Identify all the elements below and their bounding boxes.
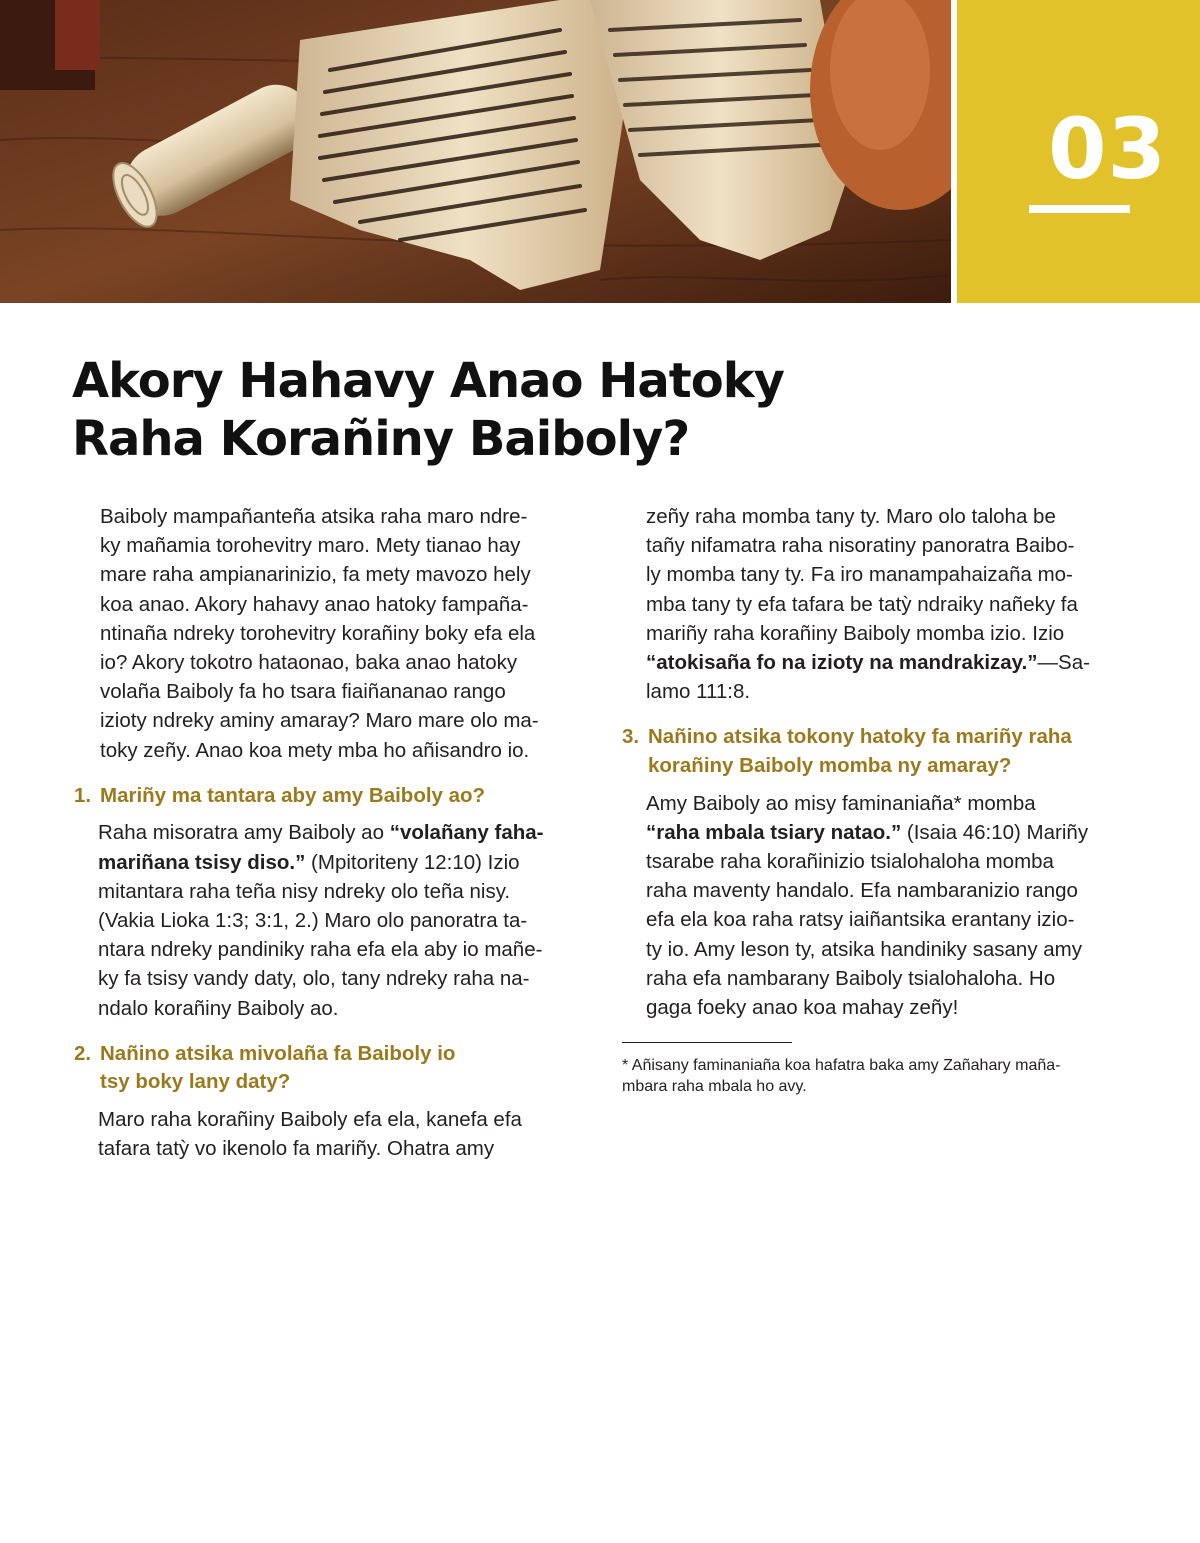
answer-text: lamo 111:8.	[646, 680, 751, 704]
title-line-2: Raha Korañiny Baiboly?	[72, 411, 690, 467]
question-text: korañiny Baiboly momba ny amaray?	[648, 754, 1012, 778]
question-2-heading	[74, 1040, 586, 1097]
question-1-heading	[74, 782, 586, 811]
question-2-answer-part-1	[74, 1105, 586, 1163]
footnote-line: mbara raha mbala ho avy.	[622, 1078, 807, 1095]
scroll-illustration	[0, 0, 951, 303]
intro-line: Baiboly mampañanteña atsika raha maro ndre-	[100, 505, 528, 528]
intro-line: toky zeñy. Anao koa mety mba ho añisandro io.	[100, 738, 530, 762]
answer-text: ly momba tany ty. Fa iro manampahaizaña mo-	[646, 563, 1073, 587]
intro-line: ky mañamia torohevitry maro. Mety tianao hay	[100, 534, 521, 558]
footnote	[622, 1055, 1132, 1097]
answer-text: ntara ndreky pandiniky raha efa ela aby io mañe-	[98, 938, 543, 962]
question-1-answer	[74, 818, 586, 1022]
question-3-heading	[622, 723, 1134, 780]
answer-text: Raha misoratra amy Baiboly ao	[98, 821, 390, 845]
question-text: Nañino atsika tokony hatoky fa mariñy raha	[648, 725, 1072, 749]
scripture-quote: mariñana tsisy diso.”	[98, 850, 306, 874]
intro-line: koa anao. Akory hahavy anao hatoky fampaña-	[100, 592, 529, 616]
title-line-1: Akory Hahavy Anao Hatoky	[72, 353, 784, 409]
intro-line: mare raha ampianarinizio, fa mety mavozo hely	[100, 563, 531, 587]
answer-text: —Sa-	[1037, 651, 1090, 675]
right-column	[622, 502, 1134, 1022]
answer-text: mariñy raha korañiny Baiboly momba izio. Izio	[646, 621, 1065, 645]
question-text: Mariñy ma tantara aby amy Baiboly ao?	[100, 783, 486, 807]
answer-text: raha efa nambarany Baiboly tsialohaloha. Ho	[646, 966, 1056, 990]
answer-text: mitantara raha teña nisy ndreky olo teña nisy.	[98, 879, 511, 903]
scripture-quote: “atokisaña fo na izioty na mandrakizay.”	[646, 651, 1038, 675]
answer-text: tsarabe raha korañinizio tsialohaloha momba	[646, 850, 1054, 874]
scripture-quote: “volañany faha-	[389, 821, 544, 845]
question-3-answer	[622, 789, 1134, 1023]
footnote-divider	[622, 1042, 792, 1043]
answer-text: efa ela koa raha ratsy iaiñantsika erantany izio-	[646, 908, 1075, 932]
scripture-quote: “raha mbala tsiary natao.”	[646, 820, 902, 844]
question-number: 1.	[74, 783, 92, 807]
left-column	[74, 502, 586, 1163]
page-title	[72, 352, 892, 468]
question-text: Nañino atsika mivolaña fa Baiboly io	[100, 1041, 456, 1065]
lesson-number: 03	[1048, 100, 1167, 198]
answer-text: Amy Baiboly ao misy faminaniaña* momba	[646, 791, 1036, 815]
answer-text: (Mpitoriteny 12:10) Izio	[305, 850, 520, 874]
answer-text: ndalo korañiny Baiboly ao.	[98, 996, 339, 1020]
answer-text: ky fa tsisy vandy daty, olo, tany ndreky raha na-	[98, 967, 530, 991]
hero-scroll-image	[0, 0, 951, 303]
answer-text: ty io. Amy leson ty, atsika handiniky sasany amy	[646, 937, 1083, 961]
footnote-line: * Añisany faminaniaña koa hafatra baka amy Zañahary maña-	[622, 1057, 1061, 1074]
answer-text: tañy nifamatra raha nisoratiny panoratra Baibo-	[646, 534, 1075, 558]
question-2-answer-part-2	[622, 502, 1134, 706]
lesson-number-underline	[1029, 205, 1130, 213]
lesson-number-panel	[957, 0, 1200, 303]
answer-text: tafara tatỳ vo ikenolo fa mariñy. Ohatra amy	[98, 1137, 495, 1161]
answer-text: gaga foeky anao koa mahay zeñy!	[646, 996, 959, 1020]
question-number: 2.	[74, 1041, 92, 1065]
answer-text: mba tany ty efa tafara be tatỳ ndraiky nañeky fa	[646, 592, 1078, 616]
intro-line: ntinaña ndreky torohevitry korañiny boky efa ela	[100, 621, 536, 645]
answer-text: (Vakia Lioka 1:3; 3:1, 2.) Maro olo panoratra ta-	[98, 909, 528, 933]
intro-line: volaña Baiboly fa ho tsara fiaiñananao rango	[100, 680, 506, 704]
intro-line: io? Akory tokotro hataonao, baka anao hatoky	[100, 651, 518, 675]
question-number: 3.	[622, 725, 640, 749]
question-text: tsy boky lany daty?	[100, 1070, 291, 1094]
answer-text: (Isaia 46:10) Mariñy	[901, 820, 1089, 844]
answer-text: Maro raha korañiny Baiboly efa ela, kanefa efa	[98, 1108, 522, 1132]
intro-line: izioty ndreky aminy amaray? Maro mare olo ma-	[100, 709, 539, 733]
intro-paragraph	[74, 502, 586, 765]
answer-text: raha maventy handalo. Efa nambaranizio rango	[646, 879, 1078, 903]
answer-text: zeñy raha momba tany ty. Maro olo taloha be	[646, 505, 1056, 528]
